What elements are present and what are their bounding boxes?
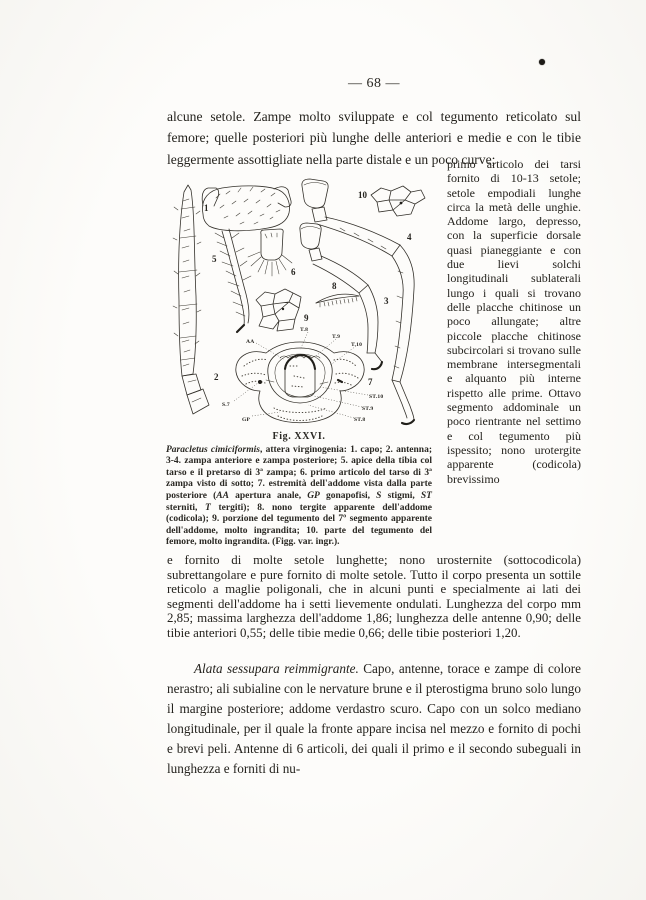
species-phase-lead: Alata sessupara reimmigrante.	[194, 661, 359, 676]
caption-text-segment: , attera virginogenia: 1. capo; 2. antenna; 3-4. zampa anteriore e zampa posteriore; 5. apice della tibia col tarso e il pretarso di 3ª zampa; 6. primo articolo del tarso di 3ª zampa visto di sotto; 7. estremità dell'addome vista dalla parte posteriore (	[166, 444, 432, 501]
caption-italic-segment: ST	[420, 490, 432, 501]
figure-part-1-label: 1	[204, 203, 209, 213]
abdomen-label-t8: T.8	[300, 327, 309, 333]
caption-text-segment: gonapofisi,	[319, 490, 377, 501]
body-paragraph-3	[167, 659, 581, 779]
figure-caption-text	[166, 445, 432, 548]
codicola-drawing	[316, 294, 359, 307]
body-paragraph-1: alcune setole. Zampe molto sviluppate e col tegumento reticolato sul femore; quelle posteriori più lunghe delle anteriori e medie e con le tibie leggermente assottigliate nella parte distale e un poco curve;	[167, 109, 581, 167]
abdomen-end-drawing	[236, 342, 364, 423]
figure-part-9-label: 9	[304, 313, 309, 323]
femur-tegument-drawing	[371, 186, 425, 216]
figure-part-2-label: 2	[214, 372, 219, 382]
caption-italic-segment: S	[376, 490, 382, 501]
caption-text-segment: apertura anale,	[228, 490, 308, 501]
head-drawing	[202, 186, 291, 231]
ink-spot	[539, 59, 545, 65]
segment-tegument-drawing	[256, 289, 301, 331]
figure-part-10-label: 10	[358, 190, 367, 200]
caption-text-segment: tergiti); 8. nono tergite apparente dell'addome (codicola); 9. porzione del tegumento del 7º segmento apparente dell'addome, molto ingrandita; 10. parte del tegumento del femore, molto ingrandita. (Figg. var. ingr.).	[166, 502, 432, 548]
figure-caption	[166, 431, 432, 549]
caption-italic-segment: Paracletus cimiciformis	[166, 444, 260, 455]
page-number: — 68 —	[348, 76, 400, 91]
figure-part-3-label: 3	[384, 296, 389, 306]
caption-italic-segment: T	[205, 502, 211, 513]
abdomen-label-st9: ST.9	[362, 406, 374, 412]
tarsus-article-drawing	[248, 229, 292, 276]
caption-text-segment: sterniti,	[166, 502, 206, 513]
body-paragraph-2: e fornito di molte setole lunghette; nono urosternite (sottocodicola) subrettangolare e pure fornito di molte setole. Tutto il corpo presenta un sottile reticolo a maglie poligonali, che in alcuni punti e specialmente ai lati dei segmenti dell'addome ha i setti lievemente ondulati. Lunghezza del corpo mm 2,85; massima larghezza dell'addome 1,86; lunghezza delle antenne 0,90; delle tibie anteriori 0,55; delle tibie medie 0,66; delle tibie posteriori 1,20.	[167, 553, 581, 640]
figure-xxvi	[148, 176, 438, 428]
figure-caption-title: Fig. XXVI.	[272, 431, 326, 442]
body-paragraph-3-rest: Capo, antenne, torace e zampe di colore nerastro; ali subialine con le nervature brune e il pterostigma bruno solo lungo il margine posteriore; addome verdastro scuro. Capo con un solco mediano longitudinale, per il quale la fronte appare incisa nel mezzo e fornito di pochi e brevi peli. Antenne di 6 articoli, dei quali il primo e il secondo subeguali in lunghezza e forniti di nu-	[167, 661, 581, 776]
abdomen-label-st10: ST.10	[369, 394, 384, 400]
abdomen-label-t10: T.10	[351, 342, 363, 348]
fore-leg-drawing	[300, 223, 382, 369]
tibia-apex-drawing	[215, 229, 251, 332]
caption-italic-segment: GP	[307, 490, 320, 501]
figure-xxvi-illustration	[148, 176, 438, 428]
figure-part-5-label: 5	[212, 254, 217, 264]
abdomen-label-aa: AA	[246, 339, 255, 345]
caption-text-segment: stigmi,	[381, 490, 421, 501]
abdomen-label-t9: T.9	[332, 334, 341, 340]
figure-part-6-label: 6	[291, 267, 296, 277]
figure-part-4-label: 4	[407, 232, 412, 242]
figure-part-7-label: 7	[368, 377, 373, 387]
caption-italic-segment: AA	[216, 490, 229, 501]
abdomen-label-s7: S.7	[222, 402, 230, 408]
body-column-right: primo articolo dei tarsi fornito di 10-13 setole; setole empodiali lunghe circa la metà delle unghie. Addome largo, depresso, con la superficie dorsale quasi pianeggiante e con due lievi solchi longitudinali sublaterali lungo i quali si trovano delle placche chitinose un poco allungate; altre piccole placche chitinose subcircolari si trovano sulle membrane intersegmentali e alquanto più interne rispetto alle prime. Ottavo segmento addominale un poco rientrante nel settimo e col tegumento più ispessito; nono urotergite apparente (codicola) brevissimo	[447, 157, 581, 486]
abdomen-label-st8: ST.8	[354, 417, 366, 423]
abdomen-label-gp: GP	[242, 417, 251, 423]
figure-part-8-label: 8	[332, 281, 337, 291]
